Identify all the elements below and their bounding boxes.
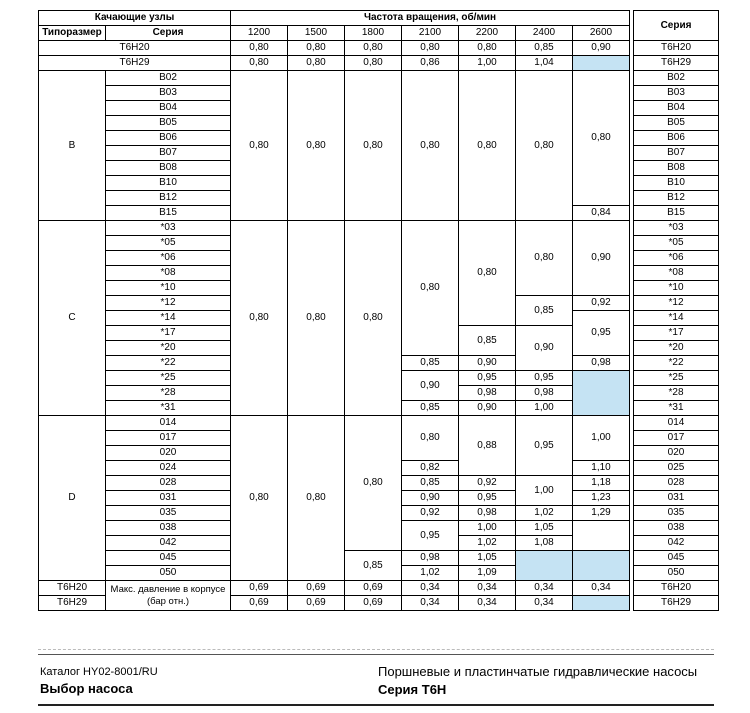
speed-2400: 2400 (516, 26, 573, 41)
speed-1500: 1500 (288, 26, 345, 41)
viscosity-factor-table: Качающие узлы Частота вращения, об/мин Серия Типоразмер Серия 1200 1500 1800 2100 2200 2400 2600 T6H20 0,80 0,80 0,80 0,80 0,80 0,85 0,90 T6H20 T6H29 0,80 0,80 0,80 0,86 1,00 1,04 T6H29 B B02 0,80 0,80 0,80 0,80 0,80 0,80 0,80 B02 B03 B03 B04 B04 B05 B05 B06 B06 B07 B07 B08 B08 B10 B10 B12 B12 B15 0,84 B15 C *03 0,80 0,80 0,80 0,80 0,80 0,80 0,90 *03 *05 *05 *06 *06 *08 *08 *10 *10 *12 0,85 0,92 *12 *14 0,95 *14 *17 0,85 0,90 *17 *20 *20 *22 0,85 0,90 0,98 *22 *25 0,90 0,95 0,95 *25 *28 0,98 0,98 *28 *31 0,85 0,90 1,00 *31 D 014 0,80 0,80 0,80 0,80 0,88 0,95 1,00 014 017 017 020 020 024 0,82 1,10 025 028 0,85 0,92 1,00 1,18 028 031 0,90 0,95 1,23 031 035 0,92 0,98 1,02 1,29 035 038 0,95 1,00 1,05 038 042 1,02 1,08 042 045 0,85 0,98 1,05 045 050 1,02 1,09 050 T6H20 Макс. давление в корпусе (бар отн.) 0,69 0,69 0,69 0,34 0,34 0,34 0,34 T6H20 T6H29 0,69 0,69 0,69 0,34 0,34 0,34 T6H29 (38, 10, 719, 611)
c-row: C *03 0,80 0,80 0,80 0,80 0,80 0,80 0,90 *03 (39, 221, 719, 236)
typesize-c: C (39, 221, 106, 416)
footer-rule (38, 654, 714, 655)
document-title: Поршневые и пластинчатые гидравлические насосы (378, 664, 698, 679)
not-available-cell (573, 596, 630, 611)
typesize-b: B (39, 71, 106, 221)
d-row: D 014 0,80 0,80 0,80 0,80 0,88 0,95 1,00 014 (39, 416, 719, 431)
speed-2600: 2600 (573, 26, 630, 41)
series-header: Серия (634, 11, 719, 41)
not-available-cell (573, 551, 630, 581)
speed-1800: 1800 (345, 26, 402, 41)
catalog-number: Каталог HY02-8001/RU (40, 666, 158, 678)
speed-2100: 2100 (402, 26, 459, 41)
freq-header: Частота вращения, об/мин (231, 11, 630, 26)
speed-1200: 1200 (231, 26, 288, 41)
pressure-note: Макс. давление в корпусе (бар отн.) (106, 581, 231, 611)
pressure-row-t6h29: T6H29 0,69 0,69 0,69 0,34 0,34 0,34 T6H29 (39, 596, 719, 611)
b-row: B B02 0,80 0,80 0,80 0,80 0,80 0,80 0,80 B02 (39, 71, 719, 86)
row-t6h29: T6H29 0,80 0,80 0,80 0,86 1,00 1,04 T6H29 (39, 56, 719, 71)
pressure-row-t6h20: T6H20 Макс. давление в корпусе (бар отн.) 0,69 0,69 0,69 0,34 0,34 0,34 0,34 T6H20 (39, 581, 719, 596)
typesize-header: Типоразмер (39, 26, 106, 41)
row-t6h20: T6H20 0,80 0,80 0,80 0,80 0,80 0,85 0,90 T6H20 (39, 41, 719, 56)
units-header: Качающие узлы (39, 11, 231, 26)
header-row-2 (39, 26, 719, 41)
series-title: Серия T6H (378, 682, 447, 697)
footer-bottom-rule (38, 704, 714, 706)
typesize-d: D (39, 416, 106, 581)
not-available-cell (573, 371, 630, 416)
speed-2200: 2200 (459, 26, 516, 41)
series-sub-header: Серия (106, 26, 231, 41)
section-title: Выбор насоса (40, 681, 133, 696)
not-available-cell (516, 551, 573, 581)
not-available-cell (573, 56, 630, 71)
footer-dotted-rule (38, 649, 714, 650)
header-row-1 (39, 11, 719, 26)
